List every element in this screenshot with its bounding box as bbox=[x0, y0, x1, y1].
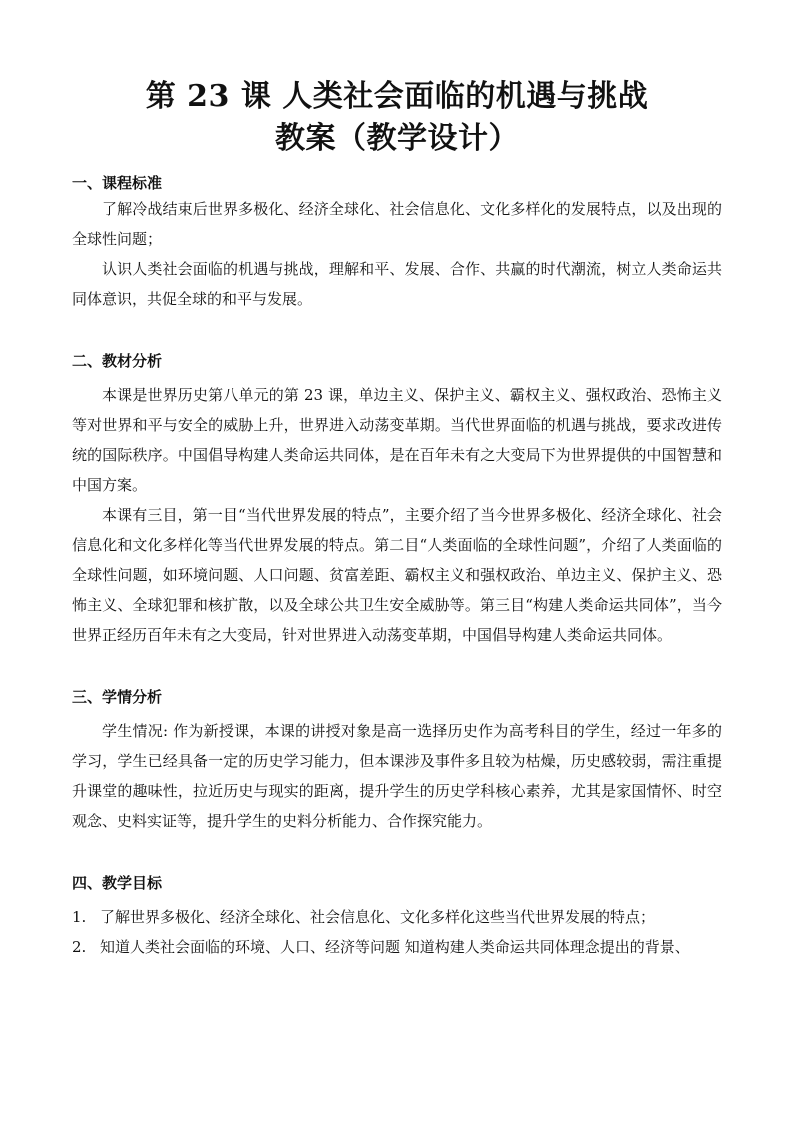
section-textbook-analysis bbox=[72, 350, 722, 650]
section-heading: 二、教材分析 bbox=[72, 352, 163, 370]
section-spacer bbox=[72, 650, 722, 686]
list-item bbox=[72, 902, 722, 932]
paragraph: 本课是世界历史第八单元的第 23 课，单边主义、保护主义、霸权主义、强权政治、恐怖主义等对世界和平与安全的威胁上升，世界进入动荡变革期。当代世界面临的机遇与挑战，要求改进传统的国际秩序。中国倡导构建人类命运共同体，是在百年未有之大变局下为世界提供的中国智慧和中国方案。 bbox=[72, 386, 722, 494]
section-teaching-objectives bbox=[72, 872, 722, 962]
paragraph: 学生情况: 作为新授课，本课的讲授对象是高一选择历史作为高考科目的学生，经过一年多的学习，学生已经具备一定的历史学习能力，但本课涉及事件多且较为枯燥，历史感较弱，需注重提升课堂的趣味性，拉近历史与现实的距离，提升学生的历史学科核心素养，尤其是家国情怀、时空观念、史料实证等，提升学生的史料分析能力、合作探究能力。 bbox=[72, 722, 722, 830]
section-heading: 三、学情分析 bbox=[72, 688, 163, 706]
section-heading: 四、教学目标 bbox=[72, 874, 163, 892]
document-subtitle: 教案（教学设计） bbox=[275, 121, 519, 156]
list-item-text: 了解世界多极化、经济全球化、社会信息化、文化多样化这些当代世界发展的特点； bbox=[100, 908, 656, 926]
paragraph: 了解冷战结束后世界多极化、经济全球化、社会信息化、文化多样化的发展特点，以及出现的全球性问题； bbox=[72, 200, 722, 248]
section-curriculum-standard bbox=[72, 172, 722, 314]
list-item bbox=[72, 932, 722, 962]
section-heading: 一、课程标准 bbox=[72, 174, 163, 192]
heading-spacer bbox=[72, 708, 722, 716]
list-item-text: 知道人类社会面临的环境、人口、经济等问题 知道构建人类命运共同体理念提出的背景、 bbox=[100, 938, 690, 956]
section-spacer bbox=[72, 836, 722, 872]
heading-spacer bbox=[72, 372, 722, 380]
heading-spacer bbox=[72, 894, 722, 902]
document-title: 第 23 课 人类社会面临的机遇与挑战 bbox=[145, 79, 649, 114]
paragraph: 本课有三目，第一目“当代世界发展的特点”，主要介绍了当今世界多极化、经济全球化、社会信息化和文化多样化等当代世界发展的特点。第二目“人类面临的全球性问题”，介绍了人类面临的全球性问题，如环境问题、人口问题、贫富差距、霸权主义和强权政治、单边主义、保护主义、恐怖主义、全球犯罪和核扩散，以及全球公共卫生安全威胁等。第三目“构建人类命运共同体”，当今世界正经历百年未有之大变局，针对世界进入动荡变革期，中国倡导构建人类命运共同体。 bbox=[72, 506, 722, 644]
list-item-number: 1. bbox=[72, 908, 87, 926]
paragraph: 认识人类社会面临的机遇与挑战，理解和平、发展、合作、共赢的时代潮流，树立人类命运共同体意识，共促全球的和平与发展。 bbox=[72, 260, 722, 308]
section-spacer bbox=[72, 314, 722, 350]
list-item-number: 2. bbox=[72, 938, 87, 956]
section-student-analysis bbox=[72, 686, 722, 836]
